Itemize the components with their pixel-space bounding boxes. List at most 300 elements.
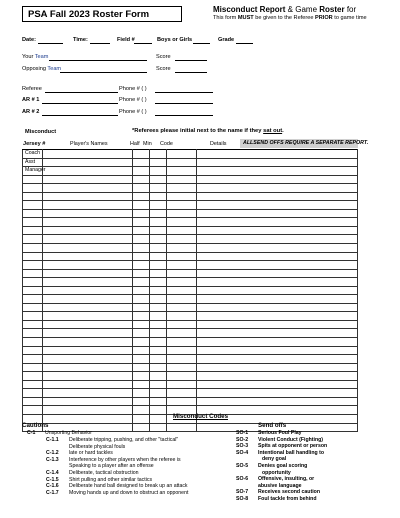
staff-label: Manager bbox=[25, 167, 46, 174]
min-cell[interactable] bbox=[150, 192, 167, 201]
player-name-cell[interactable] bbox=[43, 218, 133, 227]
half-cell[interactable] bbox=[133, 406, 150, 415]
details-cell[interactable] bbox=[197, 226, 358, 235]
player-name-cell[interactable] bbox=[43, 244, 133, 253]
sendoffs-heading: Send offs bbox=[258, 422, 287, 429]
details-cell[interactable] bbox=[197, 320, 358, 329]
referee-phone-label: Phone # ( ) bbox=[119, 86, 147, 92]
jersey-cell[interactable] bbox=[23, 329, 43, 338]
details-cell[interactable] bbox=[197, 338, 358, 347]
jersey-cell[interactable] bbox=[23, 269, 43, 278]
min-cell[interactable] bbox=[150, 226, 167, 235]
table-row bbox=[23, 278, 358, 287]
code-cell[interactable] bbox=[167, 278, 197, 287]
jersey-cell[interactable] bbox=[23, 261, 43, 270]
half-cell[interactable] bbox=[133, 397, 150, 406]
details-cell[interactable] bbox=[197, 286, 358, 295]
half-cell[interactable] bbox=[133, 389, 150, 398]
field-label: Field # bbox=[117, 37, 135, 43]
half-cell[interactable] bbox=[133, 278, 150, 287]
ar2-phone-label: Phone # ( ) bbox=[119, 109, 147, 115]
grade-field[interactable] bbox=[236, 43, 253, 44]
table-row bbox=[23, 184, 358, 193]
half-cell[interactable] bbox=[133, 184, 150, 193]
jersey-cell[interactable] bbox=[23, 372, 43, 381]
time-label: Time: bbox=[73, 37, 88, 43]
caution-sub-item: C-1.4 Deliberate, tactical obstruction bbox=[46, 469, 139, 476]
sendoff-item: opportunity bbox=[262, 469, 291, 476]
ar2-label: AR # 2 bbox=[22, 109, 40, 115]
table-row bbox=[23, 303, 358, 312]
player-name-cell[interactable] bbox=[43, 235, 133, 244]
code-cell[interactable] bbox=[167, 218, 197, 227]
table-row bbox=[23, 346, 358, 355]
min-cell[interactable] bbox=[150, 312, 167, 321]
half-cell[interactable] bbox=[133, 218, 150, 227]
player-name-cell[interactable] bbox=[43, 312, 133, 321]
details-cell[interactable] bbox=[197, 303, 358, 312]
player-name-cell[interactable] bbox=[43, 269, 133, 278]
code-cell[interactable] bbox=[167, 320, 197, 329]
sendoff-item: SO-7 Receives second caution bbox=[236, 489, 320, 496]
details-cell[interactable] bbox=[197, 235, 358, 244]
jersey-cell[interactable] bbox=[23, 406, 43, 415]
code-cell[interactable] bbox=[167, 286, 197, 295]
player-name-cell[interactable] bbox=[43, 201, 133, 210]
details-cell[interactable] bbox=[197, 184, 358, 193]
details-cell[interactable] bbox=[197, 244, 358, 253]
ar1-phone-label: Phone # ( ) bbox=[119, 97, 147, 103]
cautions-heading: Cautions bbox=[22, 422, 49, 429]
player-name-cell[interactable] bbox=[43, 303, 133, 312]
half-cell[interactable] bbox=[133, 312, 150, 321]
your-team-field[interactable] bbox=[49, 60, 147, 61]
jersey-cell[interactable] bbox=[23, 209, 43, 218]
player-name-cell[interactable] bbox=[43, 338, 133, 347]
sendoff-item: SO-4 Intentional ball handling to bbox=[236, 449, 324, 456]
table-row bbox=[23, 380, 358, 389]
sendoff-item: SO-6 Offensive, insulting, or bbox=[236, 476, 315, 483]
table-row bbox=[23, 235, 358, 244]
jersey-cell[interactable] bbox=[23, 150, 43, 159]
table-row bbox=[23, 312, 358, 321]
player-name-cell[interactable] bbox=[43, 278, 133, 287]
subtitle-for: for bbox=[344, 5, 357, 14]
player-name-cell[interactable] bbox=[43, 286, 133, 295]
code-cell[interactable] bbox=[167, 423, 197, 432]
jersey-cell[interactable] bbox=[23, 320, 43, 329]
min-cell[interactable] bbox=[150, 218, 167, 227]
sendoffs-list bbox=[236, 430, 327, 503]
notice-text-3: to game time bbox=[332, 15, 367, 21]
table-row bbox=[23, 295, 358, 304]
table-row bbox=[23, 355, 358, 364]
send-off-warning: ALLSEND OFFS REQUIRE A SEPARATE REPORT. bbox=[240, 139, 358, 148]
ar2-name-field[interactable] bbox=[42, 115, 118, 116]
details-cell[interactable] bbox=[197, 329, 358, 338]
details-cell[interactable] bbox=[197, 389, 358, 398]
caution-sub-item: C-1.2 late or hard tackles bbox=[46, 450, 113, 457]
misconduct-codes-title: Misconduct Codes bbox=[173, 413, 229, 420]
half-cell[interactable] bbox=[133, 252, 150, 261]
table-row bbox=[23, 252, 358, 261]
player-name-cell[interactable] bbox=[43, 150, 133, 159]
min-cell[interactable] bbox=[150, 423, 167, 432]
jersey-cell[interactable] bbox=[23, 286, 43, 295]
half-cell[interactable] bbox=[133, 175, 150, 184]
details-cell[interactable] bbox=[197, 209, 358, 218]
min-cell[interactable] bbox=[150, 329, 167, 338]
details-cell[interactable] bbox=[197, 261, 358, 270]
half-cell[interactable] bbox=[133, 261, 150, 270]
header-code: Code bbox=[160, 141, 173, 147]
half-cell[interactable] bbox=[133, 320, 150, 329]
table-row bbox=[23, 209, 358, 218]
min-cell[interactable] bbox=[150, 397, 167, 406]
your-score-field[interactable] bbox=[175, 60, 207, 61]
code-cell[interactable] bbox=[167, 312, 197, 321]
half-cell[interactable] bbox=[133, 192, 150, 201]
header-min: Min bbox=[143, 141, 152, 147]
half-cell[interactable] bbox=[133, 226, 150, 235]
table-row bbox=[23, 158, 358, 167]
jersey-cell[interactable] bbox=[23, 389, 43, 398]
half-cell[interactable] bbox=[133, 209, 150, 218]
min-cell[interactable] bbox=[150, 201, 167, 210]
jersey-cell[interactable] bbox=[23, 175, 43, 184]
min-cell[interactable] bbox=[150, 295, 167, 304]
caution-sub-item: C-1.6 Deliberate hand ball designed to break up an attack bbox=[46, 483, 188, 490]
player-name-cell[interactable] bbox=[43, 175, 133, 184]
player-name-cell[interactable] bbox=[43, 406, 133, 415]
min-cell[interactable] bbox=[150, 269, 167, 278]
gender-label: Boys or Girls bbox=[157, 37, 193, 43]
min-cell[interactable] bbox=[150, 184, 167, 193]
details-cell[interactable] bbox=[197, 295, 358, 304]
code-cell[interactable] bbox=[167, 244, 197, 253]
min-cell[interactable] bbox=[150, 286, 167, 295]
min-cell[interactable] bbox=[150, 406, 167, 415]
details-cell[interactable] bbox=[197, 355, 358, 364]
ar2-phone-field[interactable] bbox=[155, 115, 213, 116]
opposing-score-label: Score bbox=[156, 66, 171, 72]
code-cell[interactable] bbox=[167, 158, 197, 167]
details-cell[interactable] bbox=[197, 380, 358, 389]
jersey-cell[interactable] bbox=[23, 397, 43, 406]
half-cell[interactable] bbox=[133, 235, 150, 244]
details-cell[interactable] bbox=[197, 192, 358, 201]
jersey-cell[interactable] bbox=[23, 201, 43, 210]
gender-field[interactable] bbox=[193, 43, 210, 44]
player-name-cell[interactable] bbox=[43, 252, 133, 261]
min-cell[interactable] bbox=[150, 355, 167, 364]
sendoff-item: SO-5 Denies goal scoring bbox=[236, 462, 308, 469]
code-cell[interactable] bbox=[167, 363, 197, 372]
jersey-cell[interactable] bbox=[23, 312, 43, 321]
table-row bbox=[23, 150, 358, 159]
min-cell[interactable] bbox=[150, 261, 167, 270]
details-cell[interactable] bbox=[197, 201, 358, 210]
referee-phone-field[interactable] bbox=[155, 92, 213, 93]
half-cell[interactable] bbox=[133, 380, 150, 389]
jersey-cell[interactable] bbox=[23, 278, 43, 287]
notice-prior: PRIOR bbox=[315, 15, 333, 21]
staff-label: Coach bbox=[25, 150, 40, 157]
details-cell[interactable] bbox=[197, 312, 358, 321]
min-cell[interactable] bbox=[150, 244, 167, 253]
code-cell[interactable] bbox=[167, 201, 197, 210]
player-name-cell[interactable] bbox=[43, 380, 133, 389]
min-cell[interactable] bbox=[150, 372, 167, 381]
sat-out-note: *Referees please initial next to the name if they sat out. bbox=[132, 128, 284, 134]
half-cell[interactable] bbox=[133, 329, 150, 338]
code-cell[interactable] bbox=[167, 167, 197, 176]
code-cell[interactable] bbox=[167, 235, 197, 244]
jersey-cell[interactable] bbox=[23, 218, 43, 227]
player-name-cell[interactable] bbox=[43, 192, 133, 201]
half-cell[interactable] bbox=[133, 201, 150, 210]
player-name-cell[interactable] bbox=[43, 355, 133, 364]
code-cell[interactable] bbox=[167, 338, 197, 347]
jersey-cell[interactable] bbox=[23, 167, 46, 176]
half-cell[interactable] bbox=[133, 303, 150, 312]
jersey-cell[interactable] bbox=[23, 184, 43, 193]
code-cell[interactable] bbox=[167, 192, 197, 201]
min-cell[interactable] bbox=[150, 209, 167, 218]
min-cell[interactable] bbox=[150, 380, 167, 389]
notice-must: MUST bbox=[237, 15, 254, 21]
player-name-cell[interactable] bbox=[43, 295, 133, 304]
half-cell[interactable] bbox=[133, 363, 150, 372]
details-cell[interactable] bbox=[197, 158, 358, 167]
code-cell[interactable] bbox=[167, 184, 197, 193]
player-name-cell[interactable] bbox=[43, 329, 133, 338]
header-jersey: Jersey # bbox=[23, 141, 46, 147]
subtitle-and: & Game bbox=[285, 5, 320, 14]
sendoff-item: SO-2 Violent Conduct (Fighting) bbox=[236, 436, 324, 443]
player-name-cell[interactable] bbox=[43, 414, 133, 423]
code-cell[interactable] bbox=[167, 261, 197, 270]
code-cell[interactable] bbox=[167, 380, 197, 389]
jersey-cell[interactable] bbox=[23, 338, 43, 347]
form-title: PSA Fall 2023 Roster Form bbox=[22, 6, 182, 22]
player-name-cell[interactable] bbox=[43, 184, 133, 193]
jersey-cell[interactable] bbox=[23, 380, 43, 389]
caution-sub-item: C-1.1 Deliberate tripping, pushing, and other "tactical" bbox=[46, 437, 179, 443]
jersey-cell[interactable] bbox=[23, 226, 43, 235]
half-cell[interactable] bbox=[133, 158, 150, 167]
date-label: Date: bbox=[22, 37, 36, 43]
details-cell[interactable] bbox=[197, 346, 358, 355]
referee-label: Referee bbox=[22, 86, 42, 92]
code-cell[interactable] bbox=[167, 209, 197, 218]
sendoff-item: abusive language bbox=[258, 482, 302, 489]
table-row bbox=[23, 269, 358, 278]
your-score-label: Score bbox=[156, 54, 171, 60]
code-cell[interactable] bbox=[167, 226, 197, 235]
code-cell[interactable] bbox=[167, 397, 197, 406]
player-name-cell[interactable] bbox=[43, 167, 133, 176]
table-row bbox=[23, 320, 358, 329]
player-name-cell[interactable] bbox=[43, 397, 133, 406]
half-cell[interactable] bbox=[133, 414, 150, 423]
min-cell[interactable] bbox=[150, 338, 167, 347]
code-cell[interactable] bbox=[167, 372, 197, 381]
ar1-name-field[interactable] bbox=[42, 103, 118, 104]
caution-sub-item: Speaking to a player after an offense bbox=[69, 463, 154, 470]
half-cell[interactable] bbox=[133, 150, 150, 159]
half-cell[interactable] bbox=[133, 346, 150, 355]
code-cell[interactable] bbox=[167, 389, 197, 398]
opposing-team-label: Opposing Team bbox=[22, 66, 62, 72]
table-row bbox=[23, 192, 358, 201]
min-cell[interactable] bbox=[150, 346, 167, 355]
table-row bbox=[23, 363, 358, 372]
header-player-names: Player's Names bbox=[70, 141, 108, 147]
details-cell[interactable] bbox=[197, 167, 358, 176]
table-row bbox=[23, 261, 358, 270]
table-row bbox=[23, 244, 358, 253]
code-cell[interactable] bbox=[167, 346, 197, 355]
subtitle-roster: Roster bbox=[319, 5, 345, 14]
sendoff-item: deny goal bbox=[262, 456, 287, 463]
code-cell[interactable] bbox=[167, 303, 197, 312]
sendoff-item: SO-1 Serious Foul Play bbox=[236, 430, 302, 436]
half-cell[interactable] bbox=[133, 269, 150, 278]
min-cell[interactable] bbox=[150, 158, 167, 167]
notice-text-2: be given to the Referee bbox=[253, 15, 315, 21]
half-cell[interactable] bbox=[133, 286, 150, 295]
table-row bbox=[23, 226, 358, 235]
table-row bbox=[23, 372, 358, 381]
date-field[interactable] bbox=[38, 43, 63, 44]
field-number-field[interactable] bbox=[134, 43, 152, 44]
player-name-cell[interactable] bbox=[43, 389, 133, 398]
jersey-cell[interactable] bbox=[23, 363, 43, 372]
half-cell[interactable] bbox=[133, 167, 150, 176]
half-cell[interactable] bbox=[133, 372, 150, 381]
opposing-team-field[interactable] bbox=[60, 72, 147, 73]
ar1-label: AR # 1 bbox=[22, 97, 40, 103]
jersey-cell[interactable] bbox=[23, 355, 43, 364]
player-name-cell[interactable] bbox=[43, 209, 133, 218]
code-cell[interactable] bbox=[167, 329, 197, 338]
details-cell[interactable] bbox=[197, 218, 358, 227]
jersey-cell[interactable] bbox=[23, 252, 43, 261]
table-row bbox=[23, 329, 358, 338]
sendoff-item: SO-8 Foul tackle from behind bbox=[236, 495, 317, 502]
grade-label: Grade bbox=[218, 37, 235, 43]
time-field[interactable] bbox=[90, 43, 110, 44]
player-name-cell[interactable] bbox=[43, 158, 133, 167]
caution-c1: C-1 Unsporting Behavior bbox=[27, 430, 93, 436]
jersey-cell[interactable] bbox=[23, 158, 43, 167]
half-cell[interactable] bbox=[133, 355, 150, 364]
jersey-cell[interactable] bbox=[23, 244, 43, 253]
staff-label: Asst bbox=[25, 158, 36, 165]
details-cell[interactable] bbox=[197, 175, 358, 184]
details-cell[interactable] bbox=[197, 363, 358, 372]
code-cell[interactable] bbox=[167, 355, 197, 364]
details-cell[interactable] bbox=[197, 372, 358, 381]
caution-sub-item: C-1.5 Shirt pulling and other similar tactics bbox=[46, 476, 153, 483]
subtitle-misconduct: Misconduct Report bbox=[213, 5, 286, 14]
caution-c1-sublist bbox=[46, 437, 188, 496]
table-row bbox=[23, 338, 358, 347]
half-cell[interactable] bbox=[133, 423, 150, 432]
min-cell[interactable] bbox=[150, 235, 167, 244]
table-row bbox=[23, 286, 358, 295]
caution-sub-item: C-1.7 Moving hands up and down to obstruct an opponent bbox=[46, 489, 189, 496]
min-cell[interactable] bbox=[150, 167, 167, 176]
min-cell[interactable] bbox=[150, 252, 167, 261]
jersey-cell[interactable] bbox=[23, 235, 43, 244]
header-half: Half bbox=[130, 141, 140, 147]
jersey-cell[interactable] bbox=[23, 346, 43, 355]
code-cell[interactable] bbox=[167, 252, 197, 261]
roster-table bbox=[22, 149, 358, 432]
sendoff-item: SO-3 Spits at opponent or person bbox=[236, 443, 328, 450]
table-row bbox=[23, 201, 358, 210]
table-row bbox=[23, 397, 358, 406]
table-row bbox=[23, 175, 358, 184]
details-cell[interactable] bbox=[197, 269, 358, 278]
details-cell[interactable] bbox=[197, 252, 358, 261]
half-cell[interactable] bbox=[133, 338, 150, 347]
code-cell[interactable] bbox=[167, 295, 197, 304]
player-name-cell[interactable] bbox=[43, 320, 133, 329]
player-name-cell[interactable] bbox=[43, 226, 133, 235]
jersey-cell[interactable] bbox=[23, 295, 43, 304]
table-row bbox=[23, 218, 358, 227]
form-subtitle bbox=[213, 5, 367, 21]
code-cell[interactable] bbox=[167, 175, 197, 184]
misconduct-label: Misconduct bbox=[25, 129, 57, 135]
details-cell[interactable] bbox=[197, 278, 358, 287]
caution-sub-item: Deliberate physical fouls bbox=[69, 443, 126, 450]
details-cell[interactable] bbox=[197, 150, 358, 159]
min-cell[interactable] bbox=[150, 150, 167, 159]
min-cell[interactable] bbox=[150, 363, 167, 372]
code-cell[interactable] bbox=[167, 269, 197, 278]
player-name-cell[interactable] bbox=[43, 363, 133, 372]
details-cell[interactable] bbox=[197, 397, 358, 406]
min-cell[interactable] bbox=[150, 320, 167, 329]
jersey-cell[interactable] bbox=[23, 192, 43, 201]
half-cell[interactable] bbox=[133, 295, 150, 304]
min-cell[interactable] bbox=[150, 389, 167, 398]
opposing-score-field[interactable] bbox=[175, 72, 207, 73]
player-name-cell[interactable] bbox=[43, 261, 133, 270]
min-cell[interactable] bbox=[150, 303, 167, 312]
player-name-cell[interactable] bbox=[43, 372, 133, 381]
table-row bbox=[23, 167, 358, 176]
caution-sub-item: C-1.3 Interference by other players when the referee is bbox=[46, 456, 181, 463]
min-cell[interactable] bbox=[150, 175, 167, 184]
half-cell[interactable] bbox=[133, 244, 150, 253]
header-details: Details bbox=[210, 141, 227, 147]
ar1-phone-field[interactable] bbox=[155, 103, 213, 104]
code-cell[interactable] bbox=[167, 150, 197, 159]
min-cell[interactable] bbox=[150, 414, 167, 423]
notice-text-1: This form bbox=[213, 15, 238, 21]
player-name-cell[interactable] bbox=[43, 346, 133, 355]
your-team-label: Your Team bbox=[22, 54, 49, 60]
referee-name-field[interactable] bbox=[45, 92, 118, 93]
table-row bbox=[23, 389, 358, 398]
min-cell[interactable] bbox=[150, 278, 167, 287]
jersey-cell[interactable] bbox=[23, 303, 43, 312]
